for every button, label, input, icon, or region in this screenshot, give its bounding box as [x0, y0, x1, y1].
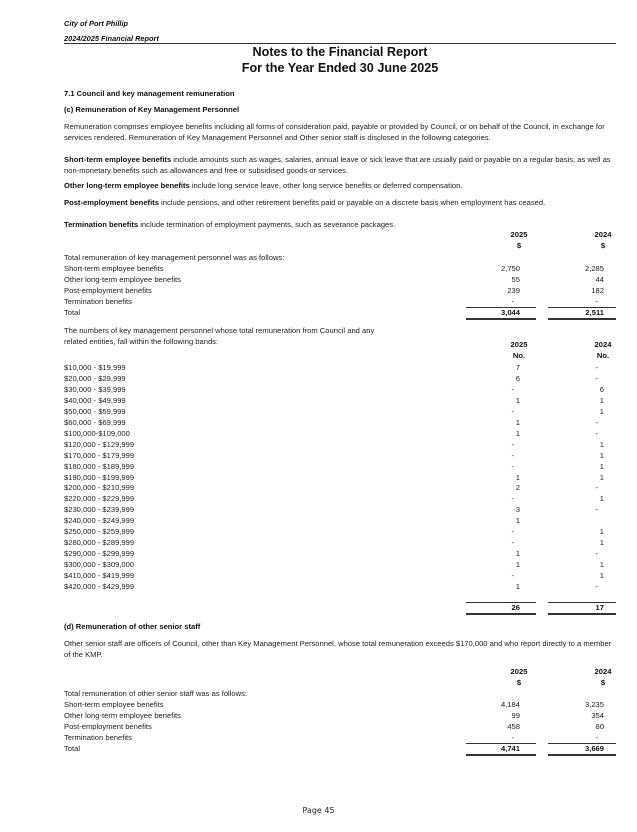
band-row [64, 493, 616, 504]
band-label: $40,000 - $49,999 [64, 395, 126, 405]
band-row [64, 417, 616, 428]
count-2025: - [511, 406, 514, 416]
total-2025: 26 [511, 603, 520, 612]
band-row [64, 581, 616, 592]
count-2025: 7 [515, 363, 520, 372]
value-2024: 354 [591, 711, 604, 720]
band-label: $190,000 - $199,999 [64, 472, 135, 482]
organisation-name: City of Port Phillip [64, 19, 129, 28]
count-2024: - [595, 549, 598, 559]
count-2025: - [511, 527, 514, 537]
band-row [64, 406, 616, 417]
count-2024: 1 [599, 450, 604, 460]
page-title: Notes to the Financial Report [252, 45, 428, 59]
count-2024: 1 [599, 406, 604, 416]
count-2025: 1 [515, 560, 520, 570]
band-row [64, 472, 616, 483]
count-2024: 1 [599, 527, 604, 537]
value-2025: 2,750 [500, 264, 520, 273]
total-2024: 2,511 [585, 308, 604, 317]
row-label: Termination benefits [64, 733, 132, 742]
count-2025: 1 [515, 417, 520, 427]
count-2024: 1 [599, 560, 604, 570]
count-2025: 1 [515, 549, 520, 559]
band-row [64, 461, 616, 472]
band-label: $100,000-$109,000 [64, 428, 130, 438]
caption-text: Total remuneration of other senior staff was as follows: [64, 689, 248, 698]
definition-text: include pensions, and other retirement benefits paid or payable on a discrete basis when employment has ceased. [158, 198, 546, 207]
bands-caption-line2: related entities, fall within the following bands: [64, 337, 219, 346]
kmp-intro-paragraph: Remuneration comprises employee benefits including all forms of consideration paid, payable or provided by Council, or on behalf of the Council, in exchange for services rendered. Remuneration of Key Management Personnel and Other senior staff is disclosed in the following categories. [64, 122, 605, 142]
column-header-2024: 2024 [594, 230, 612, 239]
band-row [64, 362, 616, 373]
band-label: $180,000 - $189,999 [64, 461, 135, 471]
section-heading-c: (c) Remuneration of Key Management Personnel [64, 105, 240, 114]
count-2024: - [595, 582, 598, 591]
count-2025: 1 [515, 582, 520, 591]
definition-text: include amounts such as wages, salaries, annual leave or sick leave that are usually paid or payable on a regular basis, as well as non-monetary benefits such as allowances and free or subsidised goods or services. [64, 155, 611, 175]
value-2024: 2,285 [584, 264, 604, 273]
column-header-2024: 2024 [594, 340, 612, 349]
band-row [64, 482, 616, 493]
band-label: $120,000 - $129,999 [64, 439, 135, 449]
value-2024: 3,235 [584, 700, 604, 709]
count-2025: - [511, 538, 514, 548]
total-rule-bottom-2025 [466, 318, 536, 320]
column-header-2025: 2025 [510, 667, 528, 676]
band-row [64, 559, 616, 570]
table-row [64, 274, 616, 285]
count-2024: 1 [599, 461, 604, 471]
row-label: Post-employment benefits [64, 722, 152, 731]
count-2024: 1 [599, 395, 604, 405]
row-label: Total [64, 308, 81, 317]
definition-term: Post-employment benefits [64, 198, 159, 207]
row-label: Termination benefits [64, 297, 132, 306]
table-row [64, 263, 616, 274]
value-2025: - [511, 297, 514, 306]
count-2024: - [595, 483, 598, 493]
table-row [64, 732, 616, 743]
column-unit-2025: $ [516, 678, 522, 687]
band-row [64, 504, 616, 515]
band-label: $280,000 - $289,999 [64, 538, 135, 548]
row-label: Total [64, 744, 81, 753]
bands-total-rule-bottom-2025 [466, 613, 536, 615]
bands-caption-line1: The numbers of key management personnel whose total remuneration from Council and any [64, 326, 375, 335]
count-2024: 1 [599, 571, 604, 581]
band-label: $20,000 - $29,999 [64, 373, 126, 383]
value-2025: 55 [511, 275, 520, 284]
count-2025: - [511, 461, 514, 471]
value-2025: - [511, 733, 514, 742]
total-2024: 3,669 [584, 744, 604, 753]
count-2024: - [595, 505, 598, 515]
band-label: $220,000 - $229,999 [64, 494, 135, 504]
table-row [64, 699, 616, 710]
row-label: Short-term employee benefits [64, 700, 164, 709]
count-2025: 1 [515, 395, 520, 405]
band-label: $200,000 - $210,999 [64, 483, 135, 493]
table-caption [64, 688, 616, 699]
value-2024: 44 [595, 275, 604, 284]
count-2024: - [595, 417, 598, 427]
total-2024: 17 [595, 603, 604, 612]
definition-text: include long service leave, other long service benefits or deferred compensation. [189, 181, 463, 190]
band-row [64, 526, 616, 537]
count-2024: 1 [599, 538, 604, 548]
total-2025: 4,741 [500, 744, 520, 753]
band-label: $250,000 - $259,999 [64, 527, 135, 537]
definition-term: Termination benefits [64, 220, 139, 229]
band-row [64, 395, 616, 406]
count-2025: 3 [515, 505, 520, 515]
band-label: $300,000 - $309,000 [64, 560, 135, 570]
column-header-2025: 2025 [510, 230, 528, 239]
band-row [64, 515, 616, 526]
band-row [64, 548, 616, 559]
band-label: $170,000 - $179,999 [64, 450, 135, 460]
count-2024: 6 [599, 384, 604, 394]
column-header-2025: 2025 [510, 340, 528, 349]
caption-text: Total remuneration of key management personnel was as follows: [64, 253, 285, 262]
table-row [64, 710, 616, 721]
count-2024: 1 [599, 439, 604, 449]
band-row [64, 537, 616, 548]
table-row [64, 296, 616, 307]
page-subtitle: For the Year Ended 30 June 2025 [241, 61, 439, 75]
value-2025: 458 [507, 722, 520, 731]
value-2024: - [595, 297, 598, 306]
count-2024: - [595, 373, 598, 383]
definition-termination [64, 219, 612, 230]
definition-post-employment [64, 197, 612, 208]
band-label: $420,000 - $429,999 [64, 582, 135, 591]
table-total-row [64, 307, 616, 318]
header-divider [64, 43, 616, 44]
page-number: Page 45 [302, 806, 335, 815]
band-row [64, 570, 616, 581]
value-2024: 182 [591, 286, 604, 295]
value-2025: 4,184 [500, 700, 520, 709]
column-unit-2024: $ [600, 678, 606, 687]
value-2024: - [595, 733, 598, 742]
count-2025: - [511, 494, 514, 504]
band-row [64, 450, 616, 461]
row-label: Other long-term employee benefits [64, 275, 181, 284]
band-row [64, 384, 616, 395]
count-2024: 1 [599, 494, 604, 504]
column-unit-2024: $ [600, 241, 606, 250]
table-row [64, 721, 616, 732]
value-2024: 80 [595, 722, 604, 731]
count-2025: - [511, 384, 514, 394]
band-label: $290,000 - $299,999 [64, 549, 135, 559]
total-rule-bottom-2025 [466, 754, 536, 756]
table-total-row [64, 743, 616, 754]
band-label: $240,000 - $249,999 [64, 516, 135, 526]
band-row [64, 439, 616, 450]
band-label: $10,000 - $19,999 [64, 363, 126, 372]
bands-total-row [64, 602, 616, 613]
count-2025: - [511, 571, 514, 581]
column-unit-2025: $ [516, 241, 522, 250]
definition-text: include termination of employment payments, such as severance packages. [138, 220, 396, 229]
definition-other-long-term [64, 180, 612, 191]
total-rule-bottom-2024 [548, 318, 616, 320]
section-heading-d: (d) Remuneration of other senior staff [64, 622, 201, 631]
count-2025: 1 [515, 472, 520, 482]
band-row [64, 373, 616, 384]
definition-term: Other long-term employee benefits [64, 181, 190, 190]
table-caption [64, 252, 616, 263]
section-heading-7-1: 7.1 Council and key management remuneration [64, 89, 235, 98]
row-label: Other long-term employee benefits [64, 711, 181, 720]
definition-short-term [64, 154, 612, 176]
band-row [64, 428, 616, 439]
count-2024: - [595, 428, 598, 438]
count-2024: 1 [599, 472, 604, 482]
total-rule-bottom-2024 [548, 754, 616, 756]
column-unit-2024: No. [596, 351, 610, 360]
count-2024: - [595, 363, 598, 372]
table-row [64, 285, 616, 296]
value-2025: 99 [511, 711, 520, 720]
column-header-2024: 2024 [594, 667, 612, 676]
band-label: $30,000 - $39,999 [64, 384, 126, 394]
count-2025: 6 [515, 373, 520, 383]
band-label: $410,000 - $419,999 [64, 571, 135, 581]
band-label: $230,000 - $239,999 [64, 505, 135, 515]
report-name: 2024/2025 Financial Report [64, 34, 159, 43]
column-unit-2025: No. [512, 351, 526, 360]
bands-total-rule-bottom-2024 [548, 613, 616, 615]
count-2025: 1 [515, 428, 520, 438]
band-label: $60,000 - $69,999 [64, 417, 126, 427]
total-2025: 3,044 [500, 308, 520, 317]
count-2025: - [511, 450, 514, 460]
row-label: Post-employment benefits [64, 286, 152, 295]
value-2025: 239 [507, 286, 520, 295]
count-2025: - [511, 439, 514, 449]
count-2025: 2 [515, 483, 520, 493]
row-label: Short-term employee benefits [64, 264, 164, 273]
definition-term: Short-term employee benefits [64, 155, 172, 164]
band-label: $50,000 - $59,999 [64, 406, 126, 416]
senior-staff-intro-paragraph: Other senior staff are officers of Council, other than Key Management Personnel, whose total remuneration exceeds $170,000 and who report directly to a member of the KMP. [64, 639, 612, 659]
count-2025: 1 [515, 516, 520, 526]
